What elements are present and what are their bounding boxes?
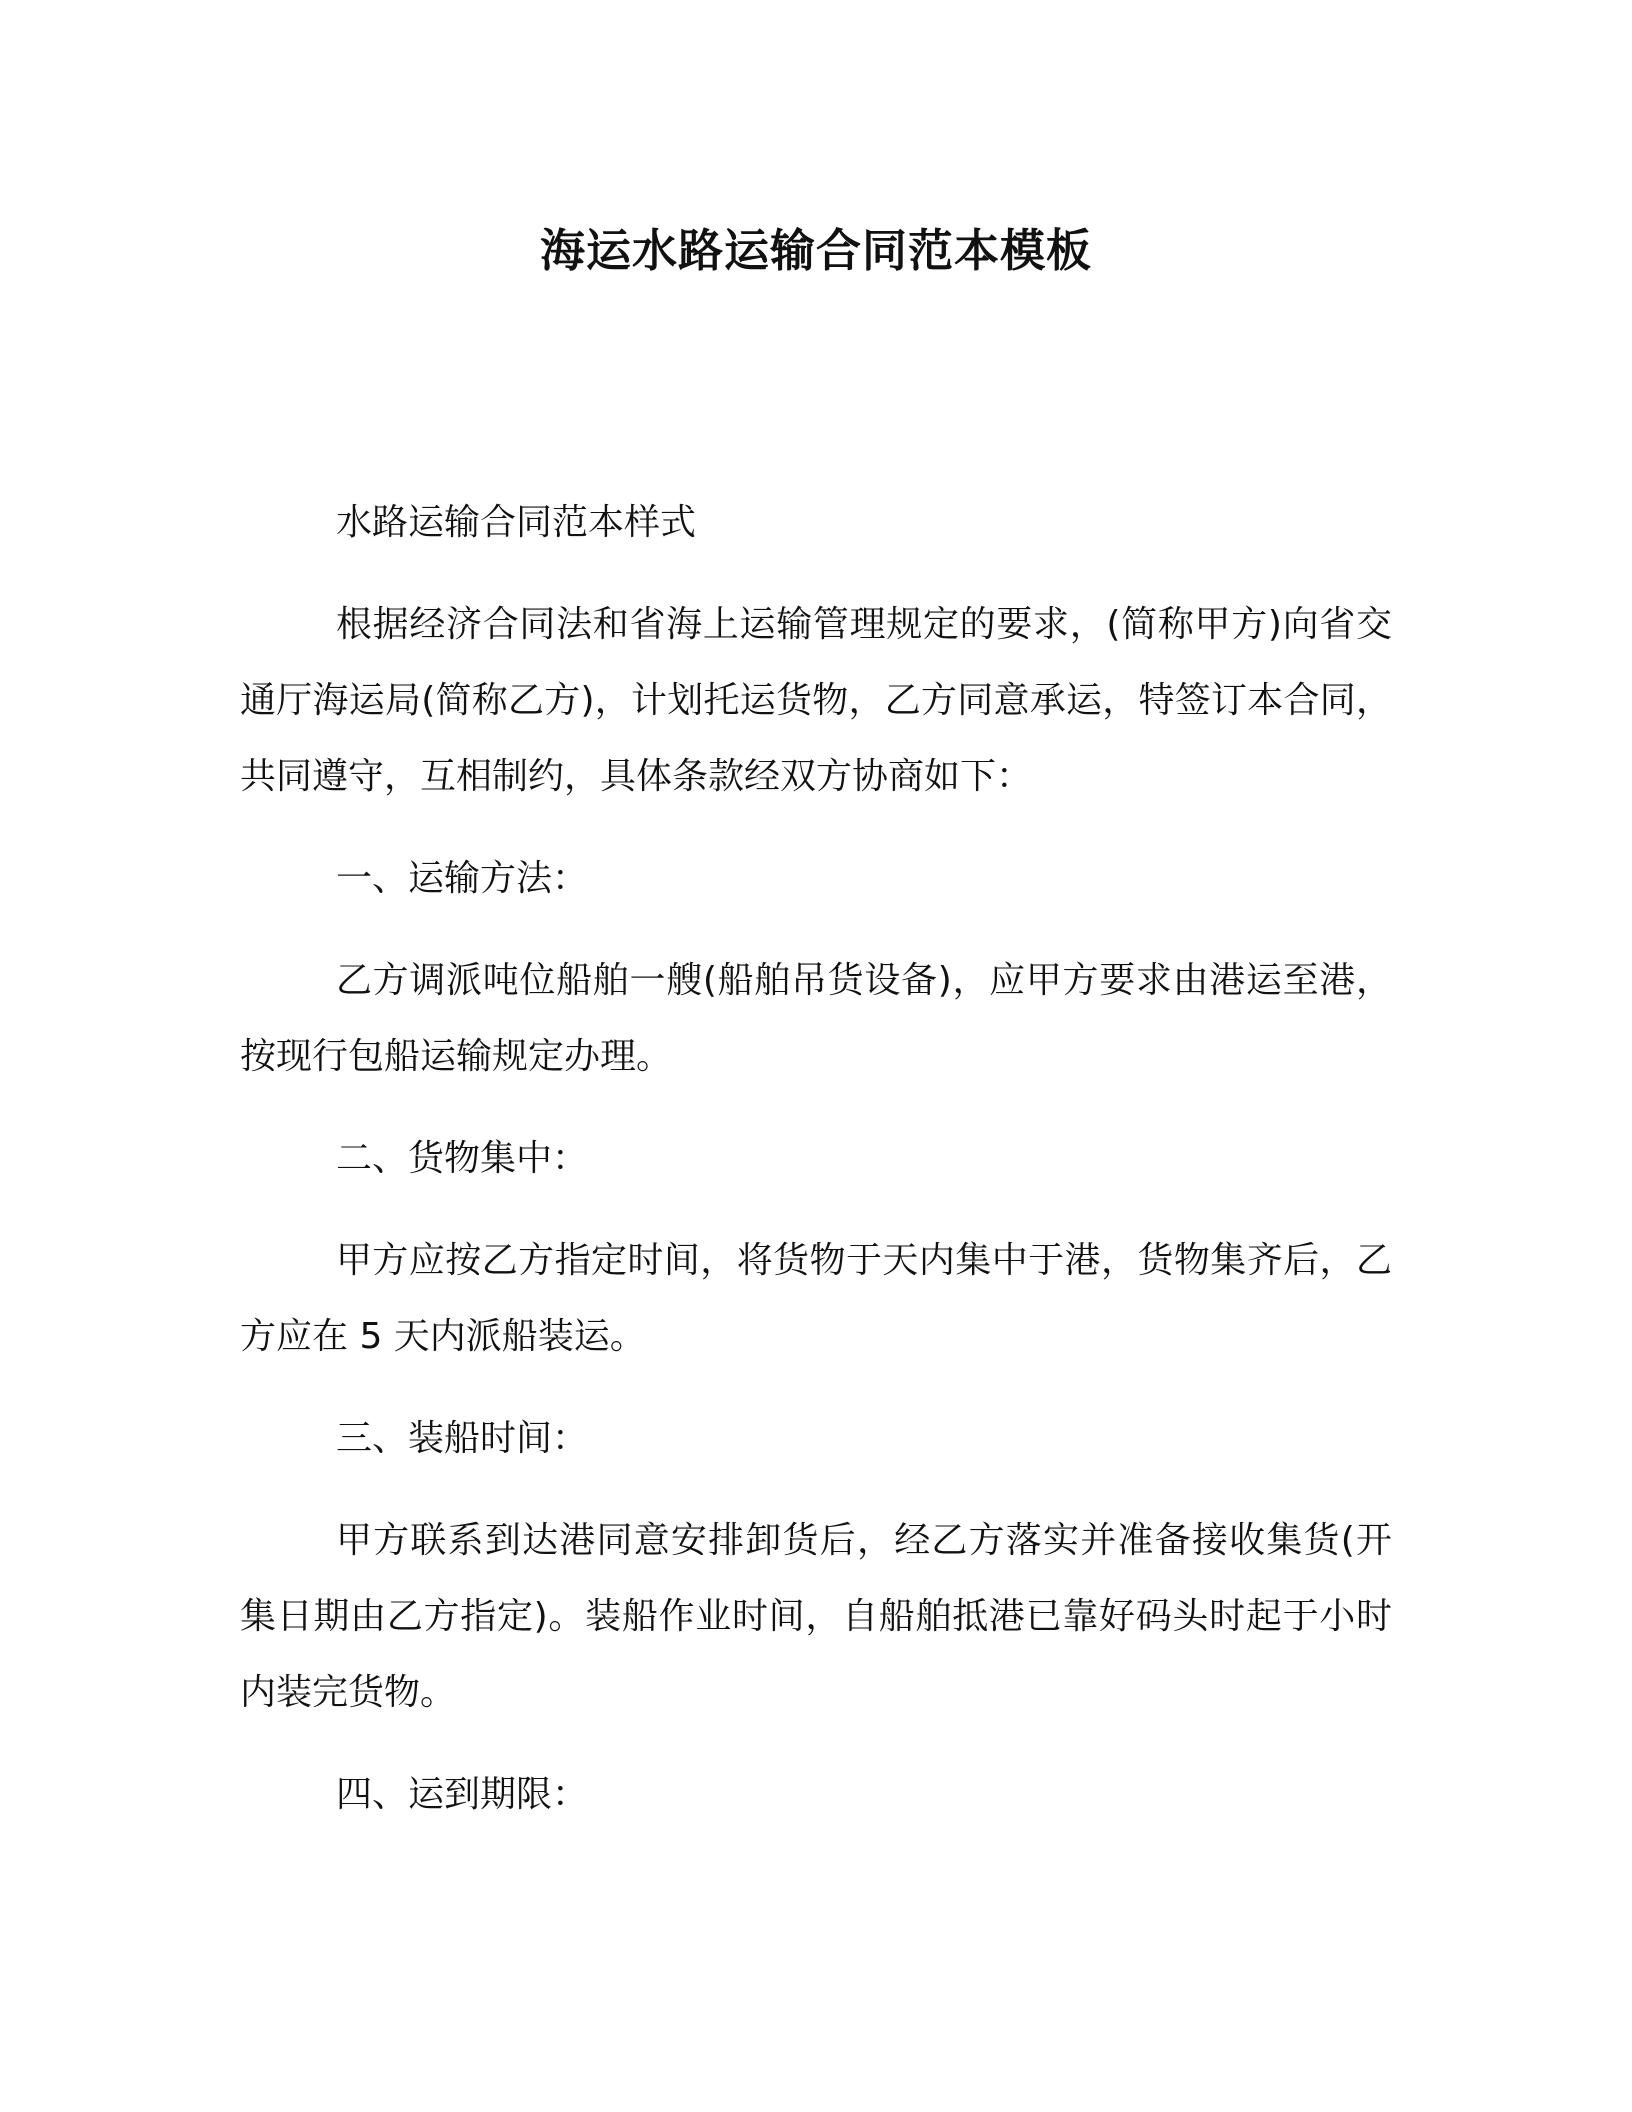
section-heading-loading-time: 三、装船时间：	[336, 1418, 589, 1459]
transport-method-paragraph: 乙方调派吨位船舶一艘(船舶吊货设备)，应甲方要求由港运至港，按现行包船运输规定办理。	[240, 960, 1392, 1077]
subtitle-paragraph: 水路运输合同范本样式	[336, 502, 697, 543]
section-heading-cargo-collection: 二、货物集中：	[336, 1138, 589, 1179]
document-body	[240, 485, 1392, 1859]
section-heading-transport-method: 一、运输方法：	[336, 858, 589, 899]
loading-time-paragraph: 甲方联系到达港同意安排卸货后，经乙方落实并准备接收集货(开集日期由乙方指定)。装船作业时间，自船舶抵港已靠好码头时起于小时内装完货物。	[240, 1520, 1392, 1713]
section-heading-delivery-deadline: 四、运到期限：	[336, 1774, 589, 1815]
document-title: 海运水路运输合同范本模板	[539, 224, 1092, 277]
preamble-paragraph: 根据经济合同法和省海上运输管理规定的要求，(简称甲方)向省交通厅海运局(简称乙方)，计划托运货物，乙方同意承运，特签订本合同，共同遵守，互相制约，具体条款经双方协商如下：	[240, 604, 1392, 797]
cargo-collection-paragraph: 甲方应按乙方指定时间，将货物于天内集中于港，货物集齐后，乙方应在 5 天内派船装运。	[240, 1240, 1392, 1357]
